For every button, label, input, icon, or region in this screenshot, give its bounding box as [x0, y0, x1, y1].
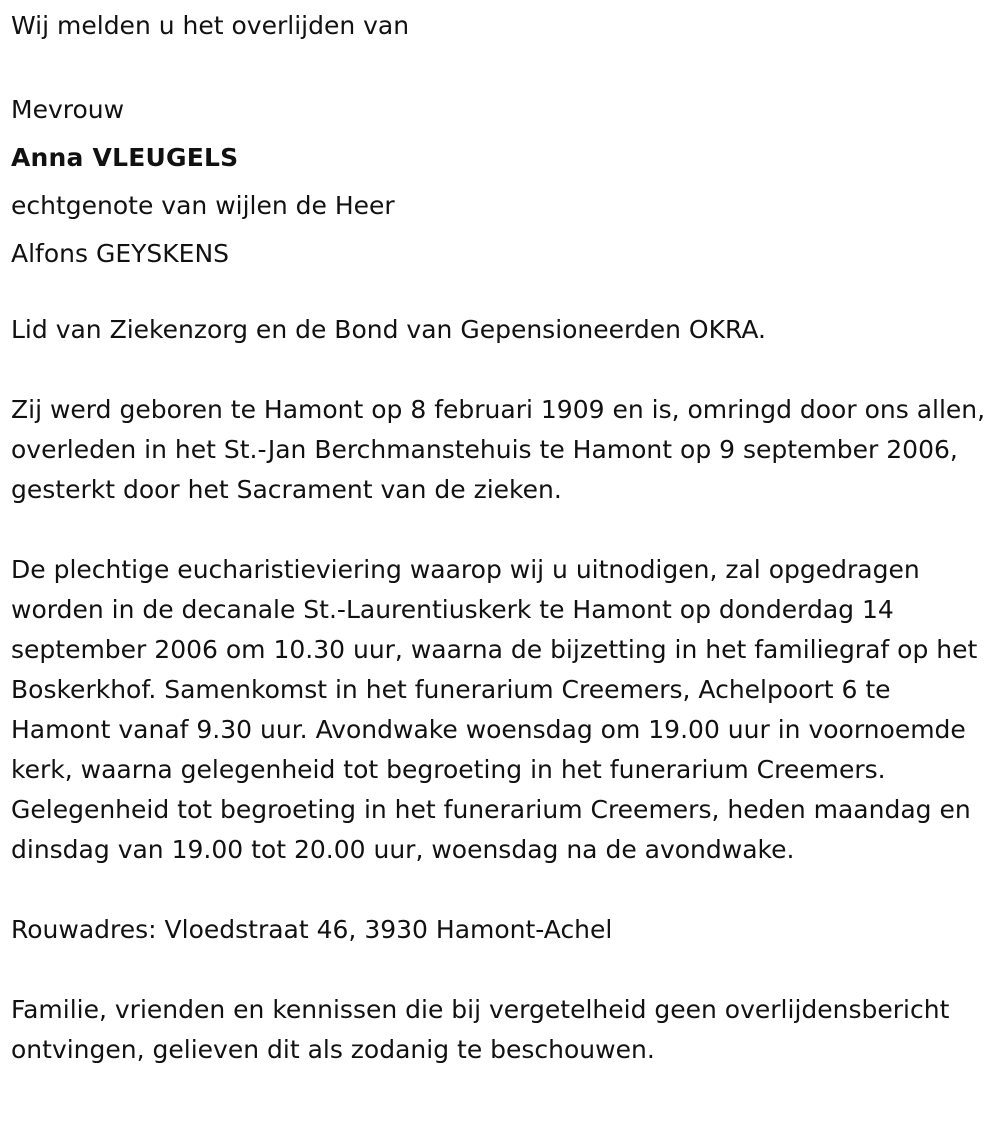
deceased-block — [11, 86, 993, 278]
salutation: Mevrouw — [11, 95, 125, 124]
closing-paragraph: Familie, vrienden en kennissen die bij vergetelheid geen overlijdensbericht ontvingen, gelieven dit als zodanig te beschouwen. — [11, 995, 950, 1064]
spacer — [11, 510, 993, 550]
obituary-notice — [11, 6, 993, 1070]
address-line: Rouwadres: Vloedstraat 46, 3930 Hamont-Achel — [11, 915, 613, 944]
spacer — [11, 46, 993, 86]
spacer — [11, 350, 993, 390]
intro-line: Wij melden u het overlijden van — [11, 11, 410, 40]
spacer — [11, 950, 993, 990]
birth-death-paragraph: Zij werd geboren te Hamont op 8 februari 1909 en is, omringd door ons allen, overleden in het St.-Jan Berchmanstehuis te Hamont op 9 september 2006, gesterkt door het Sacrament van de zieken. — [11, 395, 986, 504]
membership-paragraph: Lid van Ziekenzorg en de Bond van Gepensioneerden OKRA. — [11, 315, 766, 344]
spouse-line: echtgenote van wijlen de Heer — [11, 191, 395, 220]
ceremony-paragraph: De plechtige eucharistieviering waarop wij u uitnodigen, zal opgedragen worden in de decanale St.-Laurentiuskerk te Hamont op donderdag 14 september 2006 om 10.30 uur, waarna de bijzetting in het familiegraf op het Boskerkhof. Samenkomst in het funerarium Creemers, Achelpoort 6 te Hamont vanaf 9.30 uur. Avondwake woensdag om 19.00 uur in voornoemde kerk, waarna gelegenheid tot begroeting in het funerarium Creemers. Gelegenheid tot begroeting in het funerarium Creemers, heden maandag en dinsdag van 19.00 tot 20.00 uur, woensdag na de avondwake. — [11, 555, 978, 864]
spouse-name: Alfons GEYSKENS — [11, 239, 230, 268]
deceased-name: Anna VLEUGELS — [11, 143, 239, 172]
spacer — [11, 870, 993, 910]
spacer — [11, 278, 993, 310]
